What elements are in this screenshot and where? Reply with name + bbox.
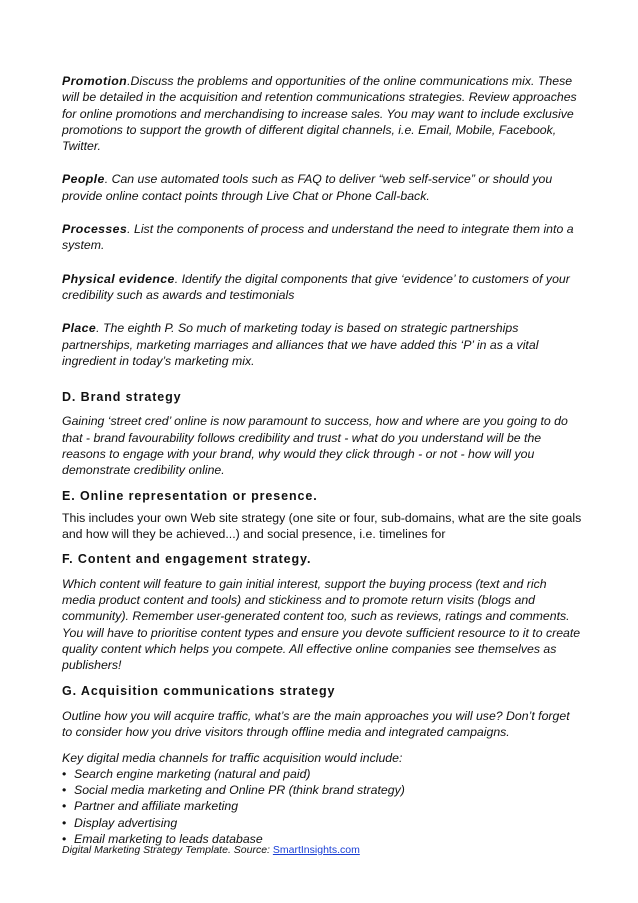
source-link[interactable]: SmartInsights.com xyxy=(272,844,360,856)
brand-heading: D. Brand strategy xyxy=(62,390,182,405)
mix-people xyxy=(62,171,582,204)
mix-processes xyxy=(62,221,582,254)
mix-term: Place xyxy=(62,321,97,336)
document-page xyxy=(62,73,582,847)
footer-text: Digital Marketing Strategy Template. Source: xyxy=(62,844,273,856)
mix-promotion xyxy=(62,73,582,154)
mix-place xyxy=(62,320,582,369)
list-item: • Display advertising xyxy=(62,815,582,831)
list-item: • Social media marketing and Online PR (think brand strategy) xyxy=(62,782,582,798)
mix-term: Promotion xyxy=(62,74,128,88)
content-heading: F. Content and engagement strategy. xyxy=(62,551,312,566)
online-text: This includes your own Web site strategy (one site or four, sub-domains, what are the site goals and how will they be achieved...) and social presence, i.e. timelines for xyxy=(62,510,582,542)
brand-text: Gaining ‘street cred’ online is now paramount to success, how and where are you going to do that - brand favourability follows credibility and trust - what do you understand will be the reasons to engage with your brand, why would they click through - or not - how will you demonstrate credibility online. xyxy=(62,414,568,478)
acquisition-text: Outline how you will acquire traffic, what’s are the main approaches you will use? Don’t forget to consider how you drive visitors through offline media and integrated campaigns. xyxy=(62,708,570,740)
mix-text: .Discuss the problems and opportunities of the online communications mix. These will be detailed in the acquisition and retention communications strategies. Review approaches for online promotions and merchandising to increase sales. You may want to include exclusive promotions to support the growth of different digital channels, i.e. Email, Mobile, Facebook, Twitter. xyxy=(62,74,577,154)
mix-term: Physical evidence xyxy=(62,271,175,286)
online-heading: E. Online representation or presence. xyxy=(62,488,318,503)
list-item: • Search engine marketing (natural and paid) xyxy=(62,766,582,782)
mix-term: People xyxy=(62,172,105,187)
page-footer xyxy=(62,844,360,856)
list-item: • Email marketing to leads database xyxy=(62,831,582,847)
mix-term: Processes xyxy=(62,222,128,237)
channels-intro: Key digital media channels for traffic acquisition would include: xyxy=(62,750,403,765)
mix-text: . Identify the digital components that give ‘evidence’ to customers of your credibility such as awards and testimonials xyxy=(62,271,570,302)
mix-text: . List the components of process and understand the need to integrate them into a system. xyxy=(62,222,574,253)
mix-text: . Can use automated tools such as FAQ to deliver “web self-service” or should you provide online contact points through Live Chat or Phone Call-back. xyxy=(62,172,553,203)
content-text: Which content will feature to gain initial interest, support the buying process (text and rich media product content and tools) and stickiness and to promote return visits (blogs and community). Remember user-generated content too, such as reviews, ratings and comments. You will have to prioritise content types and ensure you devote sufficient resource to it to create quality content which helps you compete. All effective online companies see themselves as publishers! xyxy=(62,576,581,673)
acquisition-heading: G. Acquisition communications strategy xyxy=(62,683,336,698)
list-item: • Partner and affiliate marketing xyxy=(62,798,582,814)
channels-list xyxy=(62,766,582,847)
mix-physical-evidence xyxy=(62,271,582,304)
mix-text: . The eighth P. So much of marketing today is based on strategic partnerships partnerships, marketing marriages and alliances that we have added this ‘P’ in as a vital ingredient in today’s marketing mix. xyxy=(62,321,539,368)
